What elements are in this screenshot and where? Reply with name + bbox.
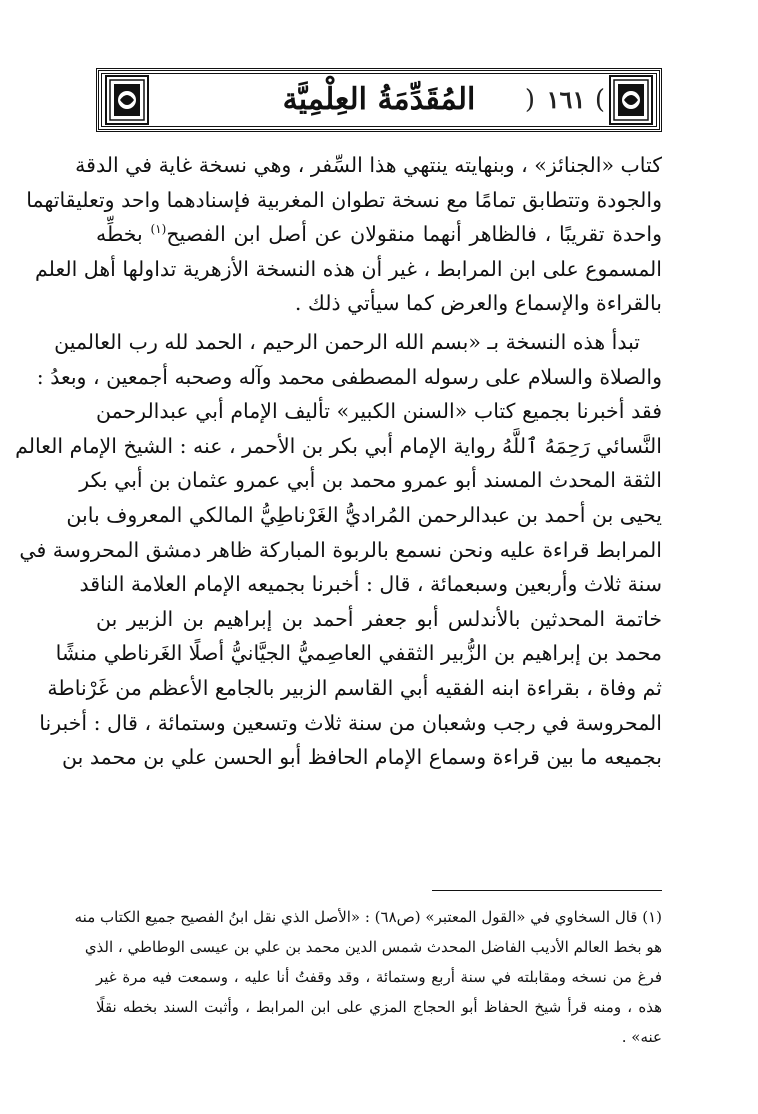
text-line: سنة ثلاث وأربعين وسبعمائة ، قال : أخبرنا بجميعه الإمام العلامة الناقد	[79, 572, 662, 597]
footnote-line: فرغ من نسخه ومقابلته في سنة أربع وستمائة ، وقد وقفتُ أنا عليه ، وسمعت فيه مرة غير	[96, 968, 662, 986]
text-line: كتاب «الجنائز» ، وبنهايته ينتهي هذا السِّفر ، وهي نسخة غاية في الدقة	[75, 153, 662, 177]
text-line: والجودة وتتطابق تمامًا مع نسخة تطوان المغربية فإسنادهما واحد وتعليقاتهما	[26, 187, 662, 212]
text-line-part: بخطِّه	[96, 222, 143, 247]
text-line: يحيى بن أحمد بن عبدالرحمن المُراديُّ الغَرْناطِيُّ المالكي المعروف بابن	[66, 502, 662, 527]
text-line: المسموع على ابن المرابط ، غير أن هذه النسخة الأزهرية تداولها أهل العلم	[35, 256, 662, 281]
text-line: فقد أخبرنا بجميع كتاب «السنن الكبير» تأليف الإمام أبي عبدالرحمن	[96, 399, 662, 424]
ornament-right-icon	[609, 75, 653, 125]
text-line: الثقة المحدث المسند أبو عمرو محمد بن أبي عمرو عثمان بن أبي بكر	[79, 468, 662, 493]
text-line: تبدأ هذه النسخة بـ «بسم الله الرحمن الرحيم ، الحمد لله رب العالمين	[54, 329, 640, 354]
text-line-with-footnote-ref	[96, 217, 662, 252]
footnote	[74, 902, 662, 1052]
text-line: والصلاة والسلام على رسوله المصطفى محمد وآله وصحبه أجمعين ، وبعدُ :	[36, 364, 662, 389]
main-text	[15, 148, 662, 775]
text-line: محمد بن إبراهيم بن الزُّبير الثقفي العاصِميُّ الجيَّانيُّ أصلًا الغَرناطي منشًا	[55, 641, 662, 666]
text-line: بجميعه ما بين قراءة وسماع الإمام الحافظ أبو الحسن علي بن محمد بن	[62, 745, 662, 770]
page-number-bracket-right: (	[524, 85, 535, 115]
page-header	[96, 68, 662, 132]
paragraph-2	[15, 325, 662, 775]
footnote-line: عنه» .	[621, 1028, 662, 1046]
footnote-line: هذه ، ومنه قرأ شيخ الحفاظ أبو الحجاج المزي على ابن المرابط ، وأثبت السند بخطه نقلًا	[96, 998, 662, 1016]
text-line: المحروسة في رجب وشعبان من سنة ثلاث وتسعين وستمائة ، قال : أخبرنا	[39, 710, 662, 735]
text-line: بالقراءة والإسماع والعرض كما سيأتي ذلك .	[294, 291, 662, 316]
page-number-bracket-left: )	[594, 85, 605, 115]
page-number: ١٦١	[546, 85, 586, 114]
running-title: المُقَدِّمَةُ العِلْمِيَّة	[282, 82, 476, 117]
text-line: النَّسائي رَحِمَهُ ٱللَّهُ رواية الإمام أبي بكر بن الأحمر ، عنه : الشيخ الإمام العالم	[15, 433, 662, 458]
text-line: ثم وفاة ، بقراءة ابنه الفقيه أبي القاسم الزبير بالجامع الأعظم من غَرْناطة	[47, 675, 662, 700]
footnote-line: هو بخط العالم الأديب الفاضل المحدث شمس الدين محمد بن علي بن عيسى الوطاطي ، الذي	[84, 938, 662, 956]
ornament-left-icon	[105, 75, 149, 125]
paragraph-1	[26, 148, 662, 321]
footnote-reference[interactable]: (١)	[150, 222, 167, 237]
text-line: خاتمة المحدثين بالأندلس أبو جعفر أحمد بن إبراهيم بن الزبير بن	[96, 606, 662, 631]
footnote-separator	[432, 890, 662, 891]
footnote-line: (١) قال السخاوي في «القول المعتبر» (ص٦٨) : «الأصل الذي نقل ابنُ الفصيح جميع الكتاب منه	[74, 908, 662, 926]
text-line: المرابط قراءة عليه ونحن نسمع بالربوة المباركة ظاهر دمشق المحروسة في	[19, 537, 662, 562]
text-line-part: واحدة تقريبًا ، فالظاهر أنهما منقولان عن أصل ابن الفصيح	[166, 222, 662, 247]
